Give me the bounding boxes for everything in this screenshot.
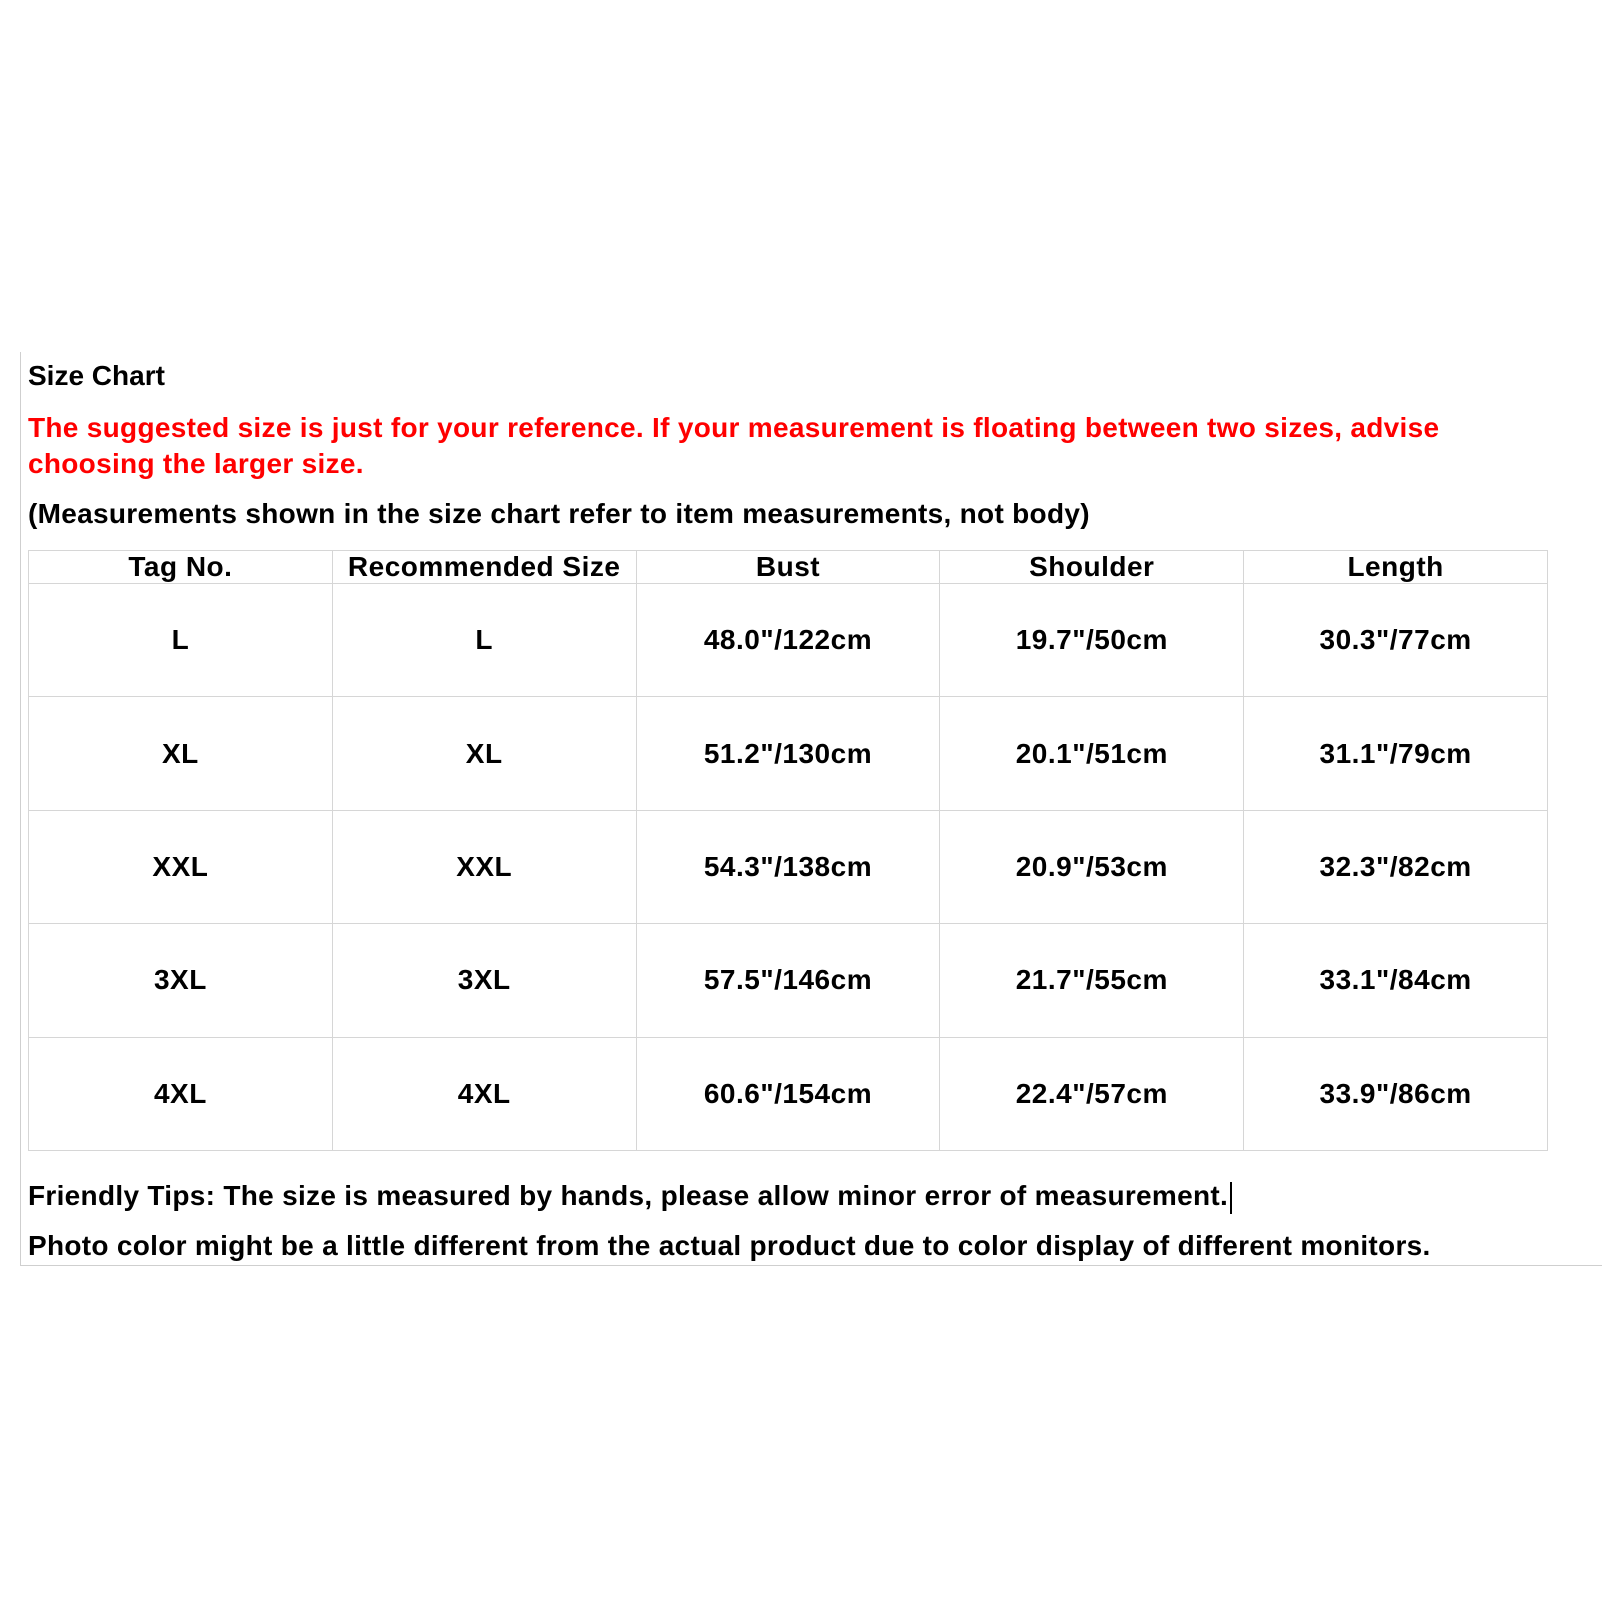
cell-recommended-size: XXL bbox=[332, 810, 636, 923]
cell-recommended-size: 4XL bbox=[332, 1037, 636, 1150]
cell-bust: 48.0"/122cm bbox=[636, 584, 940, 697]
cell-bust: 60.6"/154cm bbox=[636, 1037, 940, 1150]
photo-color-note: Photo color might be a little different from the actual product due to color display of different monitors. bbox=[28, 1230, 1431, 1261]
header-shoulder: Shoulder bbox=[940, 551, 1244, 584]
table-row bbox=[29, 924, 1548, 1037]
cell-recommended-size: XL bbox=[332, 697, 636, 810]
size-chart-title: Size Chart bbox=[28, 360, 165, 391]
table-row bbox=[29, 584, 1548, 697]
size-table bbox=[28, 550, 1548, 1151]
cell-length: 33.9"/86cm bbox=[1244, 1037, 1548, 1150]
header-bust: Bust bbox=[636, 551, 940, 584]
cell-tag-no: 4XL bbox=[29, 1037, 333, 1150]
text-cursor bbox=[1230, 1182, 1232, 1214]
cell-shoulder: 20.1"/51cm bbox=[940, 697, 1244, 810]
cell-bust: 51.2"/130cm bbox=[636, 697, 940, 810]
cell-tag-no: XL bbox=[29, 697, 333, 810]
cell-bust: 54.3"/138cm bbox=[636, 810, 940, 923]
cell-recommended-size: L bbox=[332, 584, 636, 697]
size-warning-text: The suggested size is just for your reference. If your measurement is floating between two sizes, advise choosing the larger size. bbox=[28, 412, 1440, 479]
cell-shoulder: 20.9"/53cm bbox=[940, 810, 1244, 923]
table-row bbox=[29, 697, 1548, 810]
table-header-row bbox=[29, 551, 1548, 584]
cell-shoulder: 22.4"/57cm bbox=[940, 1037, 1244, 1150]
table-row bbox=[29, 1037, 1548, 1150]
cell-length: 32.3"/82cm bbox=[1244, 810, 1548, 923]
cell-bust: 57.5"/146cm bbox=[636, 924, 940, 1037]
measurement-note: (Measurements shown in the size chart refer to item measurements, not body) bbox=[28, 498, 1090, 529]
cell-tag-no: XXL bbox=[29, 810, 333, 923]
cell-shoulder: 21.7"/55cm bbox=[940, 924, 1244, 1037]
cell-length: 33.1"/84cm bbox=[1244, 924, 1548, 1037]
cell-recommended-size: 3XL bbox=[332, 924, 636, 1037]
cell-tag-no: 3XL bbox=[29, 924, 333, 1037]
friendly-tips bbox=[28, 1180, 1232, 1214]
friendly-tips-text: Friendly Tips: The size is measured by hands, please allow minor error of measurement. bbox=[28, 1180, 1229, 1211]
table-row bbox=[29, 810, 1548, 923]
cell-length: 31.1"/79cm bbox=[1244, 697, 1548, 810]
cell-tag-no: L bbox=[29, 584, 333, 697]
cell-shoulder: 19.7"/50cm bbox=[940, 584, 1244, 697]
header-length: Length bbox=[1244, 551, 1548, 584]
header-tag-no: Tag No. bbox=[29, 551, 333, 584]
header-recommended-size: Recommended Size bbox=[332, 551, 636, 584]
cell-length: 30.3"/77cm bbox=[1244, 584, 1548, 697]
